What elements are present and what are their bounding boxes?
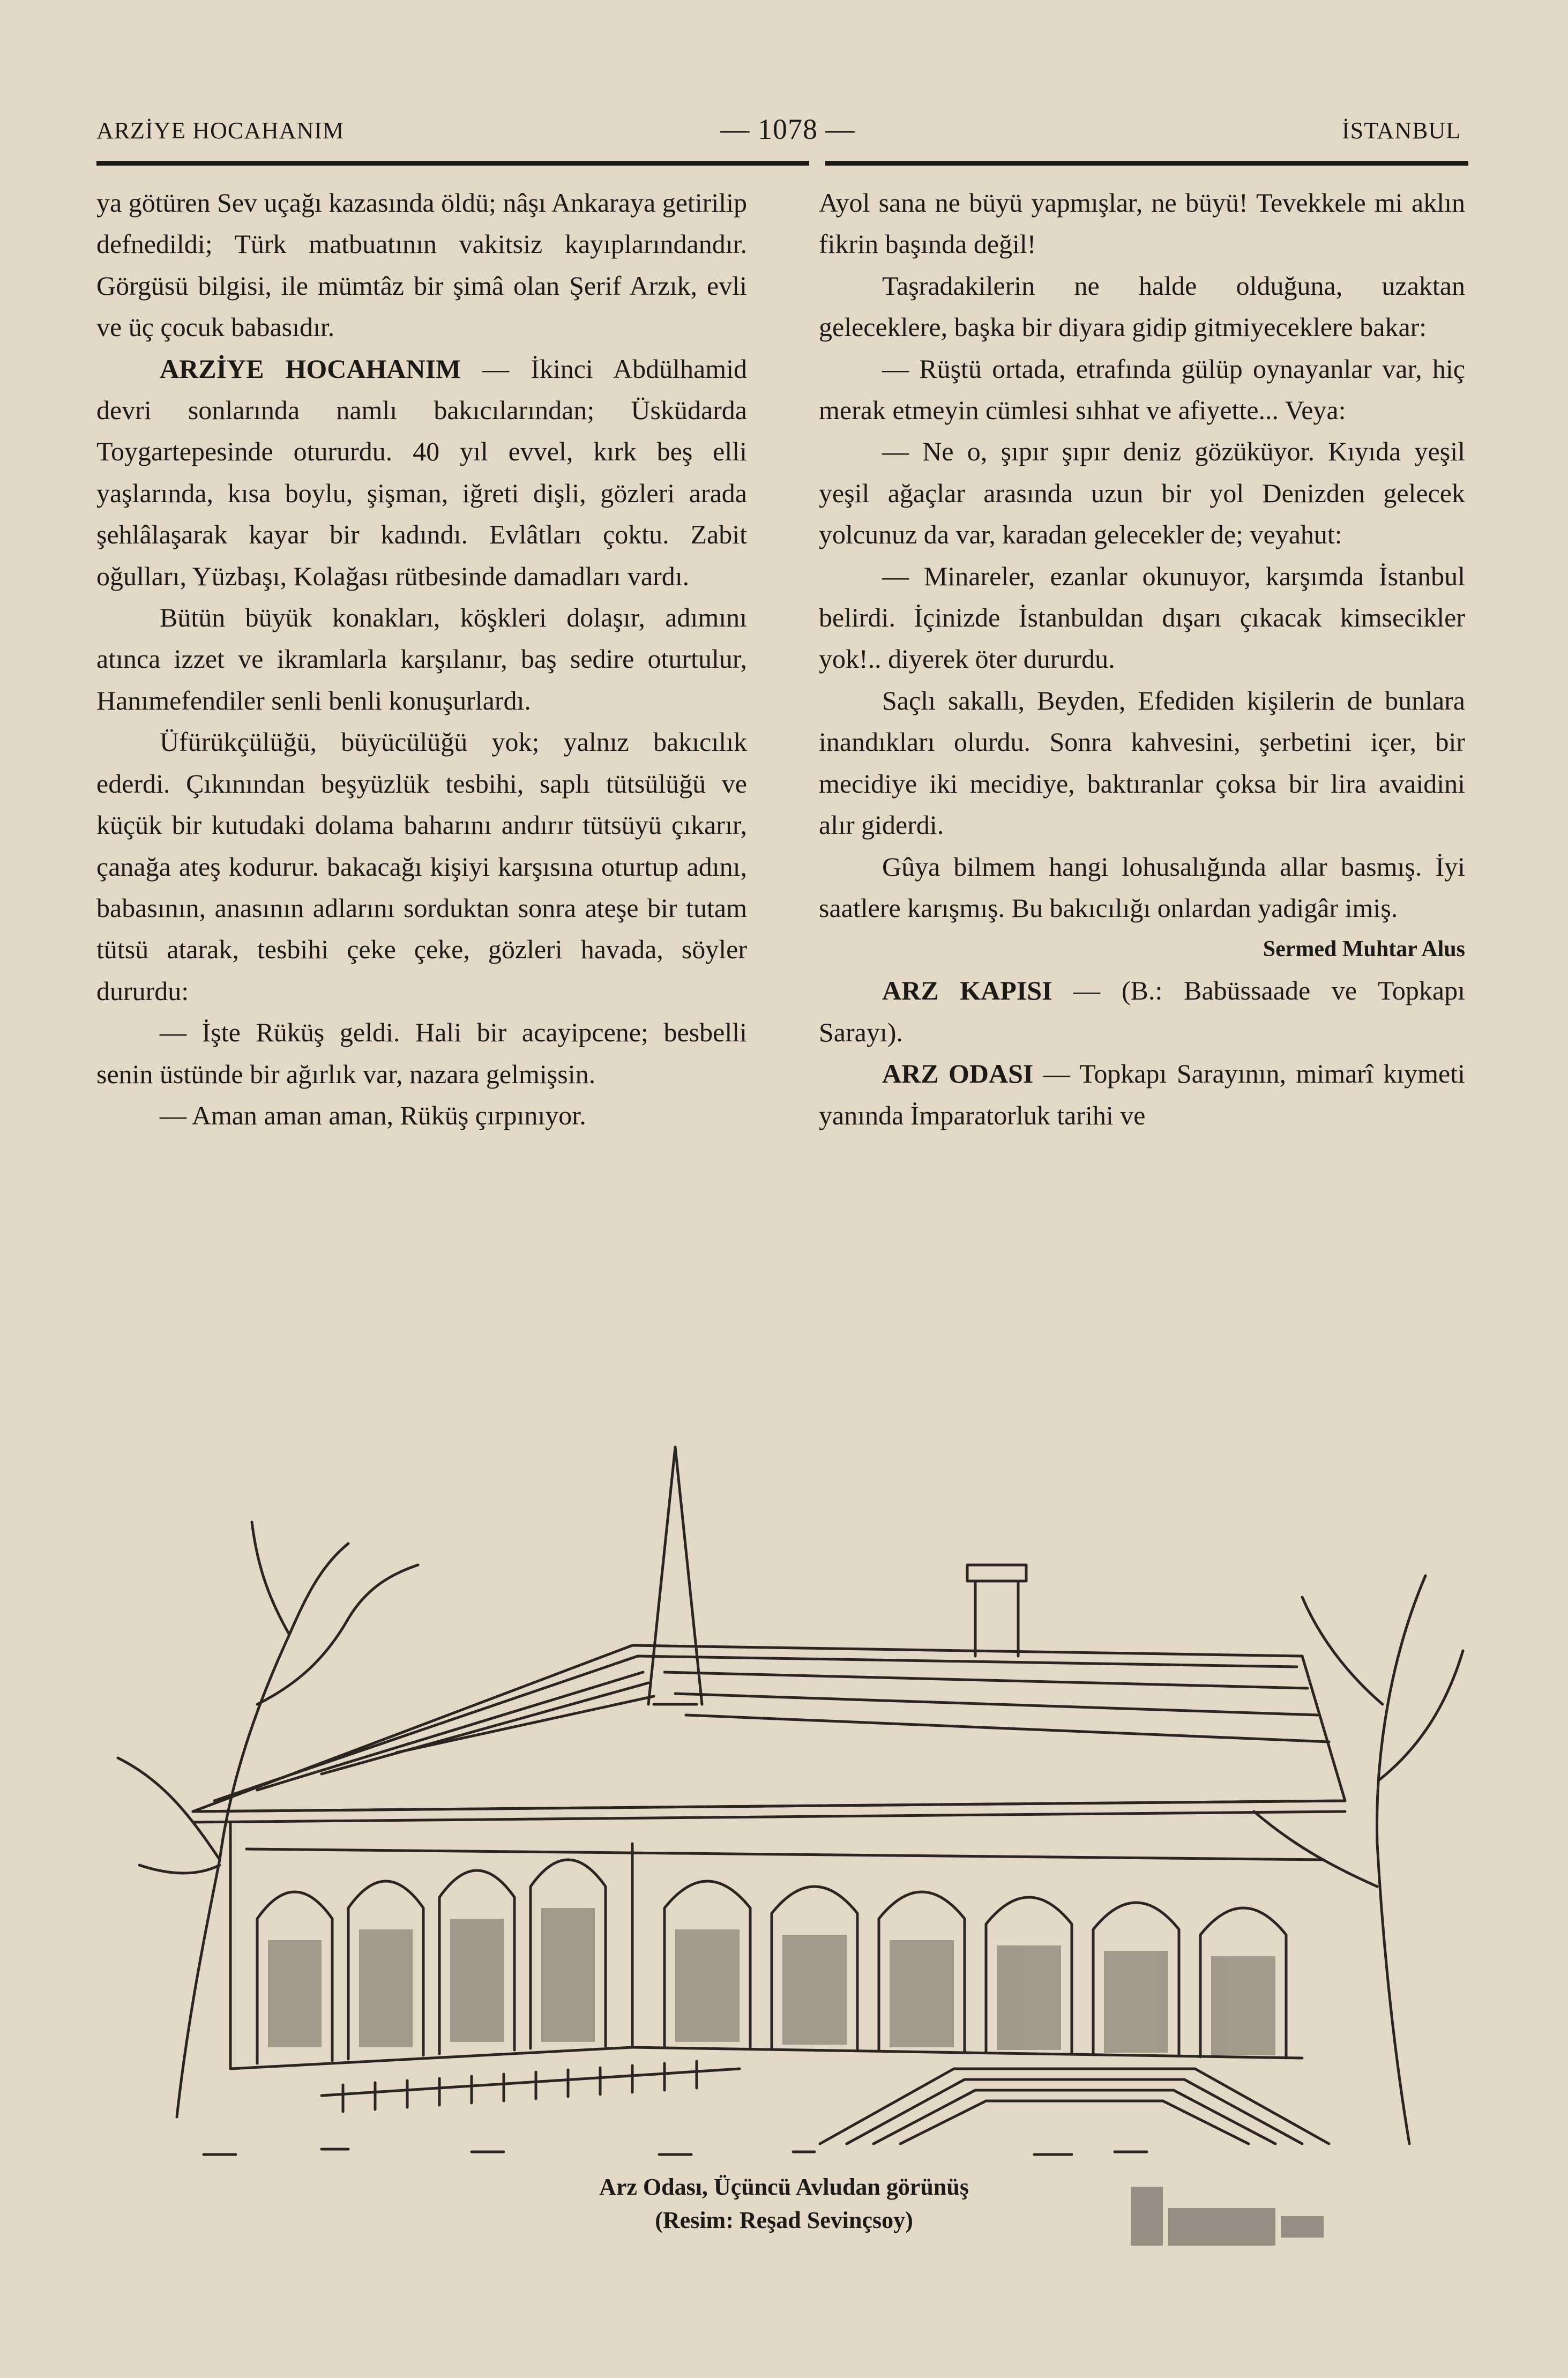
paragraph-text: Gûya bilmem hangi lohusalığında allar basmış. İyi saatlere karışmış. Bu bakıcılığı onlardan yadigâr imiş. — [819, 851, 1465, 923]
entry-headword: ARZ KAPISI — [882, 975, 1052, 1006]
paragraph — [96, 597, 747, 721]
paragraph — [819, 348, 1465, 431]
paragraph — [819, 680, 1465, 846]
paragraph-text: — Aman aman aman, Rüküş çırpınıyor. — [160, 1100, 586, 1130]
paragraph — [96, 1012, 747, 1095]
paragraph-text: Taşradakilerin ne halde olduğuna, uzaktan geleceklere, başka bir diyara gidip gitmiyeceklere bakar: — [819, 270, 1465, 342]
paragraph-text: — İkinci Abdülhamid devri sonlarında namlı bakıcılarından; Üsküdarda Toygartepesinde otururdu. 40 yıl evvel, kırk beş elli yaşlarında, kısa boylu, şişman, iğreti dişli, gözleri arada şehlâlaşarak kayar bir kadındı. Evlâtları çoktu. Zabit oğulları, Yüzbaşı, Kolağası rütbesinde damadları vardı. — [96, 353, 747, 591]
left-text-column — [96, 182, 747, 1136]
paragraph-text: Üfürükçülüğü, büyücülüğü yok; yalnız bakıcılık ederdi. Çıkınından beşyüzlük tesbihi, saplı tütsülüğü ve küçük bir kutudaki dolama baharını andırır tütsüyü çıkarır, çanağa ateş kodurur. bakacağı kişiyi karşısına oturtup adını, babasının, anasının adlarını sorduktan sonra ateşe bir tutam tütsü atarak, tesbihi çeke çeke, gözleri havada, söyler dururdu: — [96, 727, 747, 1006]
paragraph — [96, 721, 747, 1012]
entry-headword: ARZİYE HOCAHANIM — [160, 353, 461, 384]
left-tree-trunk — [177, 1544, 348, 2117]
paragraph-text: — (B.: Babüssaade ve Topkapı Sarayı). — [819, 975, 1465, 1047]
paragraph-text: — Topkapı Sarayının, mimarî kıymeti yanında İmparatorluk tarihi ve — [819, 1058, 1465, 1130]
paragraph-text: Saçlı sakallı, Beyden, Efediden kişilerin de bunlara inandıkları olurdu. Sonra kahvesini, şerbetini içer, bir mecidiye iki mecidiye, baktıranlar çoksa bir lira avaidini alır giderdi. — [819, 685, 1465, 840]
paragraph-text: Bütün büyük konakları, köşkleri dolaşır, adımını atınca izzet ve ikramlarla karşılanır, baş sedire oturtulur, Hanımefendiler senli benli konuşurlardı. — [96, 602, 747, 715]
running-header-left: ARZİYE HOCAHANIM — [96, 117, 345, 144]
paragraph-text: ya götüren Sev uçağı kazasında öldü; nâşı Ankaraya getirilip defnedildi; Türk matbuatının vakitsiz kayıplarındandır. Görgüsü bilgisi, ile mümtâz bir şimâ olan Şerif Arzık, evli ve üç çocuk babasıdır. — [96, 188, 747, 342]
pavilion-illustration — [96, 1404, 1468, 2171]
caption-credit: (Resim: Reşad Sevinçsoy) — [655, 2207, 913, 2233]
header-rule-left — [96, 161, 809, 166]
paragraph-text: Ayol sana ne büyü yapmışlar, ne büyü! Tevekkele mi aklın fikrin başında değil! — [819, 188, 1465, 259]
paragraph-text: — Rüştü ortada, etrafında gülüp oynayanlar var, hiç merak etmeyin cümlesi sıhhat ve afiyette... Veya: — [819, 353, 1465, 426]
encyclopedia-entry — [819, 1053, 1465, 1136]
caption-title: Arz Odası, Üçüncü Avludan görünüş — [599, 2174, 969, 2200]
paragraph-text: — İşte Rüküş geldi. Hali bir acayipcene; besbelli senin üstünde bir ağırlık var, nazara gelmişsin. — [96, 1017, 747, 1089]
paragraph — [819, 556, 1465, 680]
encyclopedia-entry — [96, 348, 747, 597]
roof-outline — [193, 1645, 1345, 1812]
paragraph — [96, 182, 747, 348]
page-number: — 1078 — — [720, 113, 855, 145]
running-header-right: İSTANBUL — [1341, 117, 1461, 144]
paragraph — [819, 846, 1465, 929]
right-text-column — [819, 182, 1465, 1136]
signature: Sermed Muhtar Alus — [1263, 937, 1465, 962]
paragraph-text: — Minareler, ezanlar okunuyor, karşımda İstanbul belirdi. İçinizde İstanbuldan dışarı çıkacak kimsecikler yok!.. diyerek öter dururdu. — [819, 561, 1465, 674]
header-rule-right — [825, 161, 1468, 166]
paragraph — [819, 431, 1465, 555]
tower-spire — [648, 1447, 702, 1704]
right-tree-trunk — [1377, 1576, 1425, 2144]
paragraph — [96, 1095, 747, 1136]
library-stamp-mark — [1131, 2187, 1463, 2267]
paragraph — [819, 182, 1465, 265]
encyclopedia-entry — [819, 970, 1465, 1053]
right-arcade-arches — [664, 1881, 1286, 2058]
paragraph — [819, 265, 1465, 348]
paragraph-text: — Ne o, şıpır şıpır deniz gözüküyor. Kıyıda yeşil yeşil ağaçlar arasında uzun bir yol Denizden gelecek yolcunuz da var, karadan gelecekler de; veyahut: — [819, 436, 1465, 550]
entry-headword: ARZ ODASI — [882, 1058, 1034, 1089]
